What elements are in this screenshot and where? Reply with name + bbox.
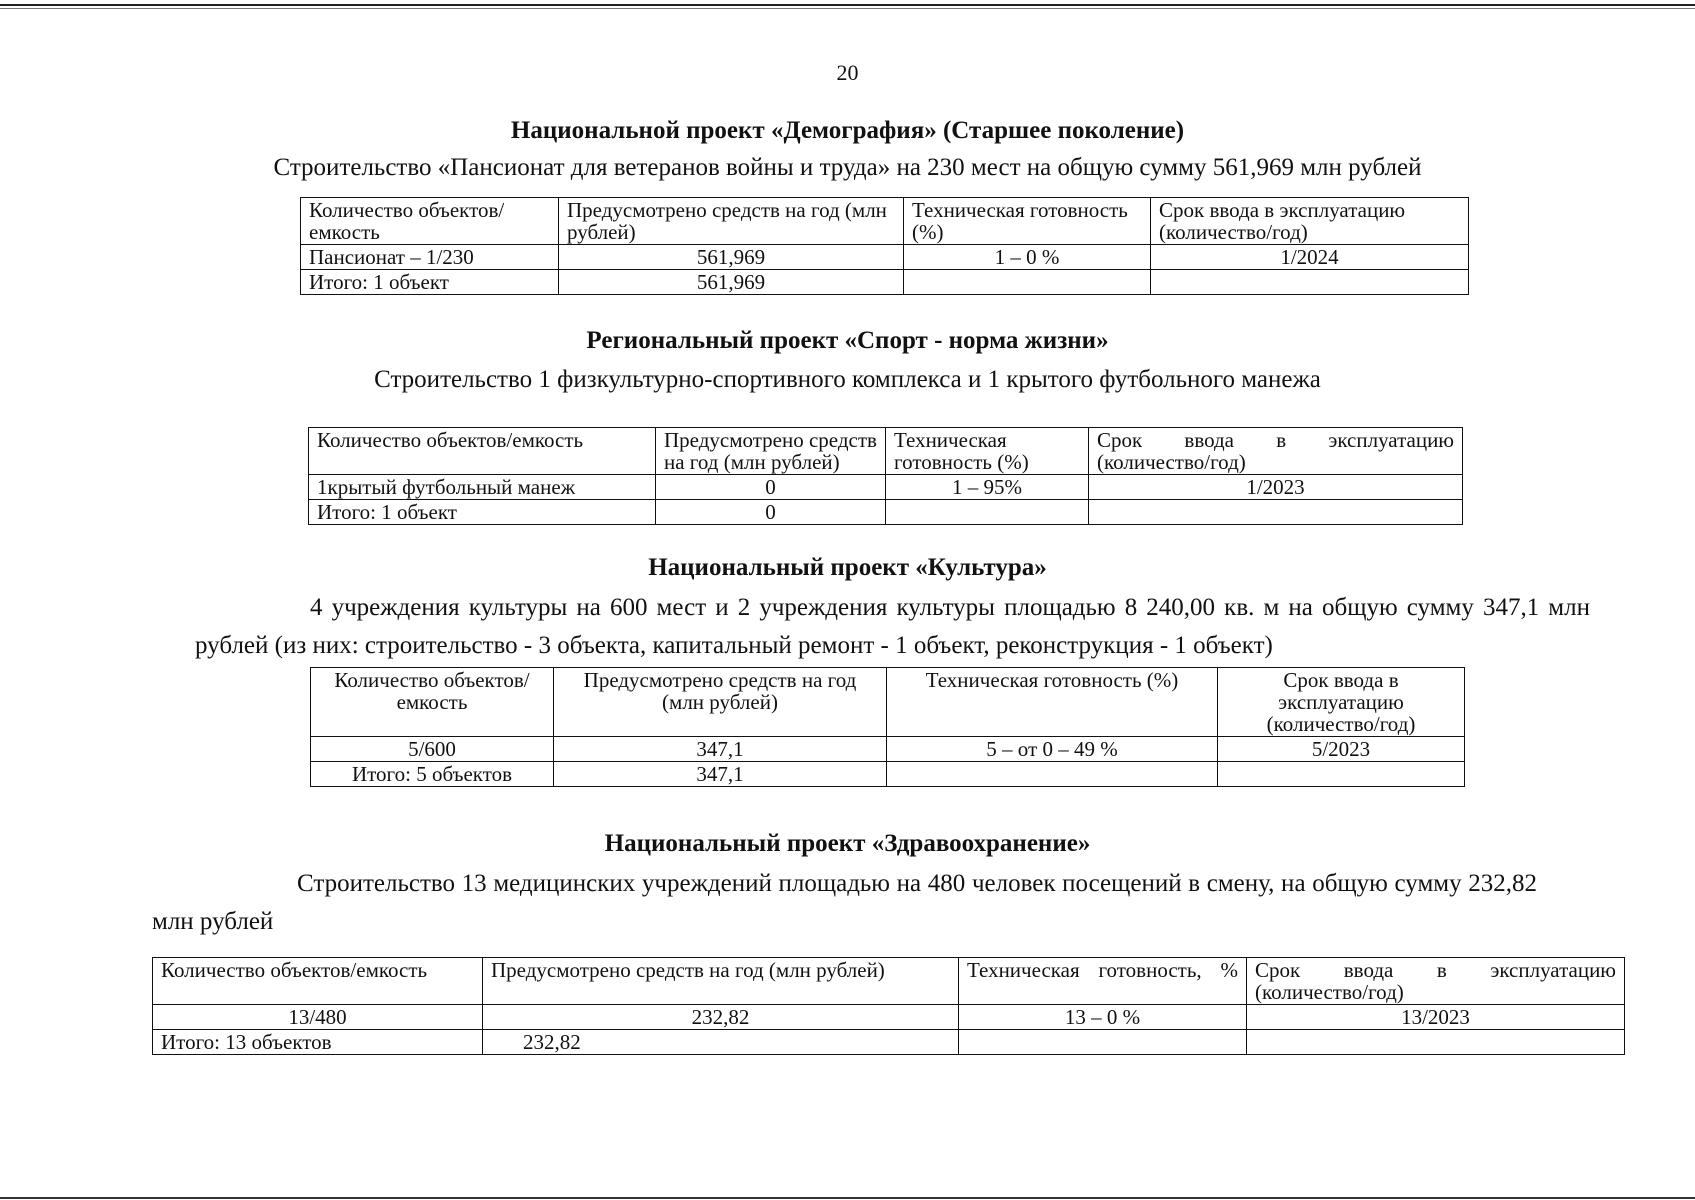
- table-cell: [886, 500, 1089, 525]
- table-cell: [959, 1030, 1247, 1055]
- table-row: [153, 1005, 1625, 1030]
- table-cell: [1089, 500, 1463, 525]
- header-cell: Предусмотрено средств на год (млн рублей): [483, 958, 959, 1005]
- table-cell: 561,969: [559, 270, 904, 295]
- table-cell: 13/2023: [1247, 1005, 1625, 1030]
- table-header-row: [153, 958, 1625, 1005]
- header-cell: Срок ввода в эксплуатацию (количество/год): [1247, 958, 1625, 1005]
- table-cell: [1218, 762, 1465, 787]
- table-row: [311, 762, 1465, 787]
- section-description-culture: 4 учреждения культуры на 600 мест и 2 учреждения культуры площадью 8 240,00 кв. м на общую сумму 347,1 млн рублей (из них: строительство - 3 объекта, капитальный ремонт - 1 объект, реконструкция - 1 объект): [195, 594, 1590, 659]
- table-row: [311, 737, 1465, 762]
- section-title-culture: Национальный проект «Культура»: [648, 554, 1047, 581]
- table-cell: Пансионат – 1/230: [301, 245, 559, 270]
- header-cell: Техническая готовность, %: [959, 958, 1247, 1005]
- table-cell: Итого: 1 объект: [301, 270, 559, 295]
- section-title-healthcare: Национальный проект «Здравоохранение»: [604, 830, 1091, 857]
- page-number: 20: [836, 60, 859, 85]
- header-cell: Срок ввода в эксплуатацию (количество/год): [1151, 198, 1469, 245]
- section-title-demography: Национальной проект «Демография» (Старшее поколение): [510, 117, 1185, 144]
- header-cell: Техническая готовность (%): [904, 198, 1151, 245]
- table-cell: Итого: 1 объект: [309, 500, 656, 525]
- header-cell: Срок ввода в эксплуатацию (количество/год): [1089, 428, 1463, 475]
- table-cell: 1 – 0 %: [904, 245, 1151, 270]
- table-cell: 347,1: [554, 737, 887, 762]
- section-title-sport: Региональный проект «Спорт - норма жизни»: [586, 327, 1109, 354]
- table-cell: 232,82: [483, 1030, 959, 1055]
- table-header-row: [311, 668, 1465, 737]
- section-description-healthcare: Строительство 13 медицинских учреждений площадью на 480 человек посещений в смену, на общую сумму 232,82 млн рублей: [152, 870, 1537, 935]
- top-border-line-thin: [0, 8, 1695, 9]
- header-cell: Предусмотрено средств на год (млн рублей): [554, 668, 887, 737]
- table-cell: 561,969: [559, 245, 904, 270]
- table-cell: 232,82: [483, 1005, 959, 1030]
- table-cell: 0: [656, 475, 886, 500]
- table-demography: [300, 197, 1469, 295]
- top-border-line: [0, 4, 1695, 6]
- table-cell: 5 – от 0 – 49 %: [887, 737, 1218, 762]
- table-cell: [904, 270, 1151, 295]
- table-cell: 13/480: [153, 1005, 483, 1030]
- table-cell: 5/600: [311, 737, 554, 762]
- table-cell: [887, 762, 1218, 787]
- bottom-border-line: [0, 1197, 1695, 1199]
- section-description-demography: Строительство «Пансионат для ветеранов войны и труда» на 230 мест на общую сумму 561,969 млн рублей: [273, 154, 1422, 181]
- table-cell: Итого: 5 объектов: [311, 762, 554, 787]
- table-culture: [310, 667, 1465, 787]
- table-row: [309, 500, 1463, 525]
- table-row: [301, 270, 1469, 295]
- table-cell: 13 – 0 %: [959, 1005, 1247, 1030]
- table-cell: Итого: 13 объектов: [153, 1030, 483, 1055]
- header-cell: Техническая готовность (%): [887, 668, 1218, 737]
- table-sport: [308, 427, 1463, 525]
- table-cell: 347,1: [554, 762, 887, 787]
- table-header-row: [301, 198, 1469, 245]
- table-row: [309, 475, 1463, 500]
- header-cell: Количество объектов/емкость: [153, 958, 483, 1005]
- table-cell: 1 – 95%: [886, 475, 1089, 500]
- table-cell: 0: [656, 500, 886, 525]
- table-cell: 1крытый футбольный манеж: [309, 475, 656, 500]
- table-cell: 5/2023: [1218, 737, 1465, 762]
- table-row: [301, 245, 1469, 270]
- header-cell: Техническая готовность (%): [886, 428, 1089, 475]
- table-cell: 1/2024: [1151, 245, 1469, 270]
- header-cell: Предусмотрено средств на год (млн рублей): [656, 428, 886, 475]
- header-cell: Предусмотрено средств на год (млн рублей): [559, 198, 904, 245]
- header-cell: Количество объектов/емкость: [309, 428, 656, 475]
- table-cell: [1151, 270, 1469, 295]
- header-cell: Количество объектов/емкость: [311, 668, 554, 737]
- table-cell: [1247, 1030, 1625, 1055]
- table-cell: 1/2023: [1089, 475, 1463, 500]
- section-description-sport: Строительство 1 физкультурно-спортивного комплекса и 1 крытого футбольного манежа: [374, 366, 1321, 393]
- table-header-row: [309, 428, 1463, 475]
- table-row: [153, 1030, 1625, 1055]
- table-healthcare: [152, 957, 1625, 1055]
- header-cell: Количество объектов/емкость: [301, 198, 559, 245]
- header-cell: Срок ввода в эксплуатацию (количество/год): [1218, 668, 1465, 737]
